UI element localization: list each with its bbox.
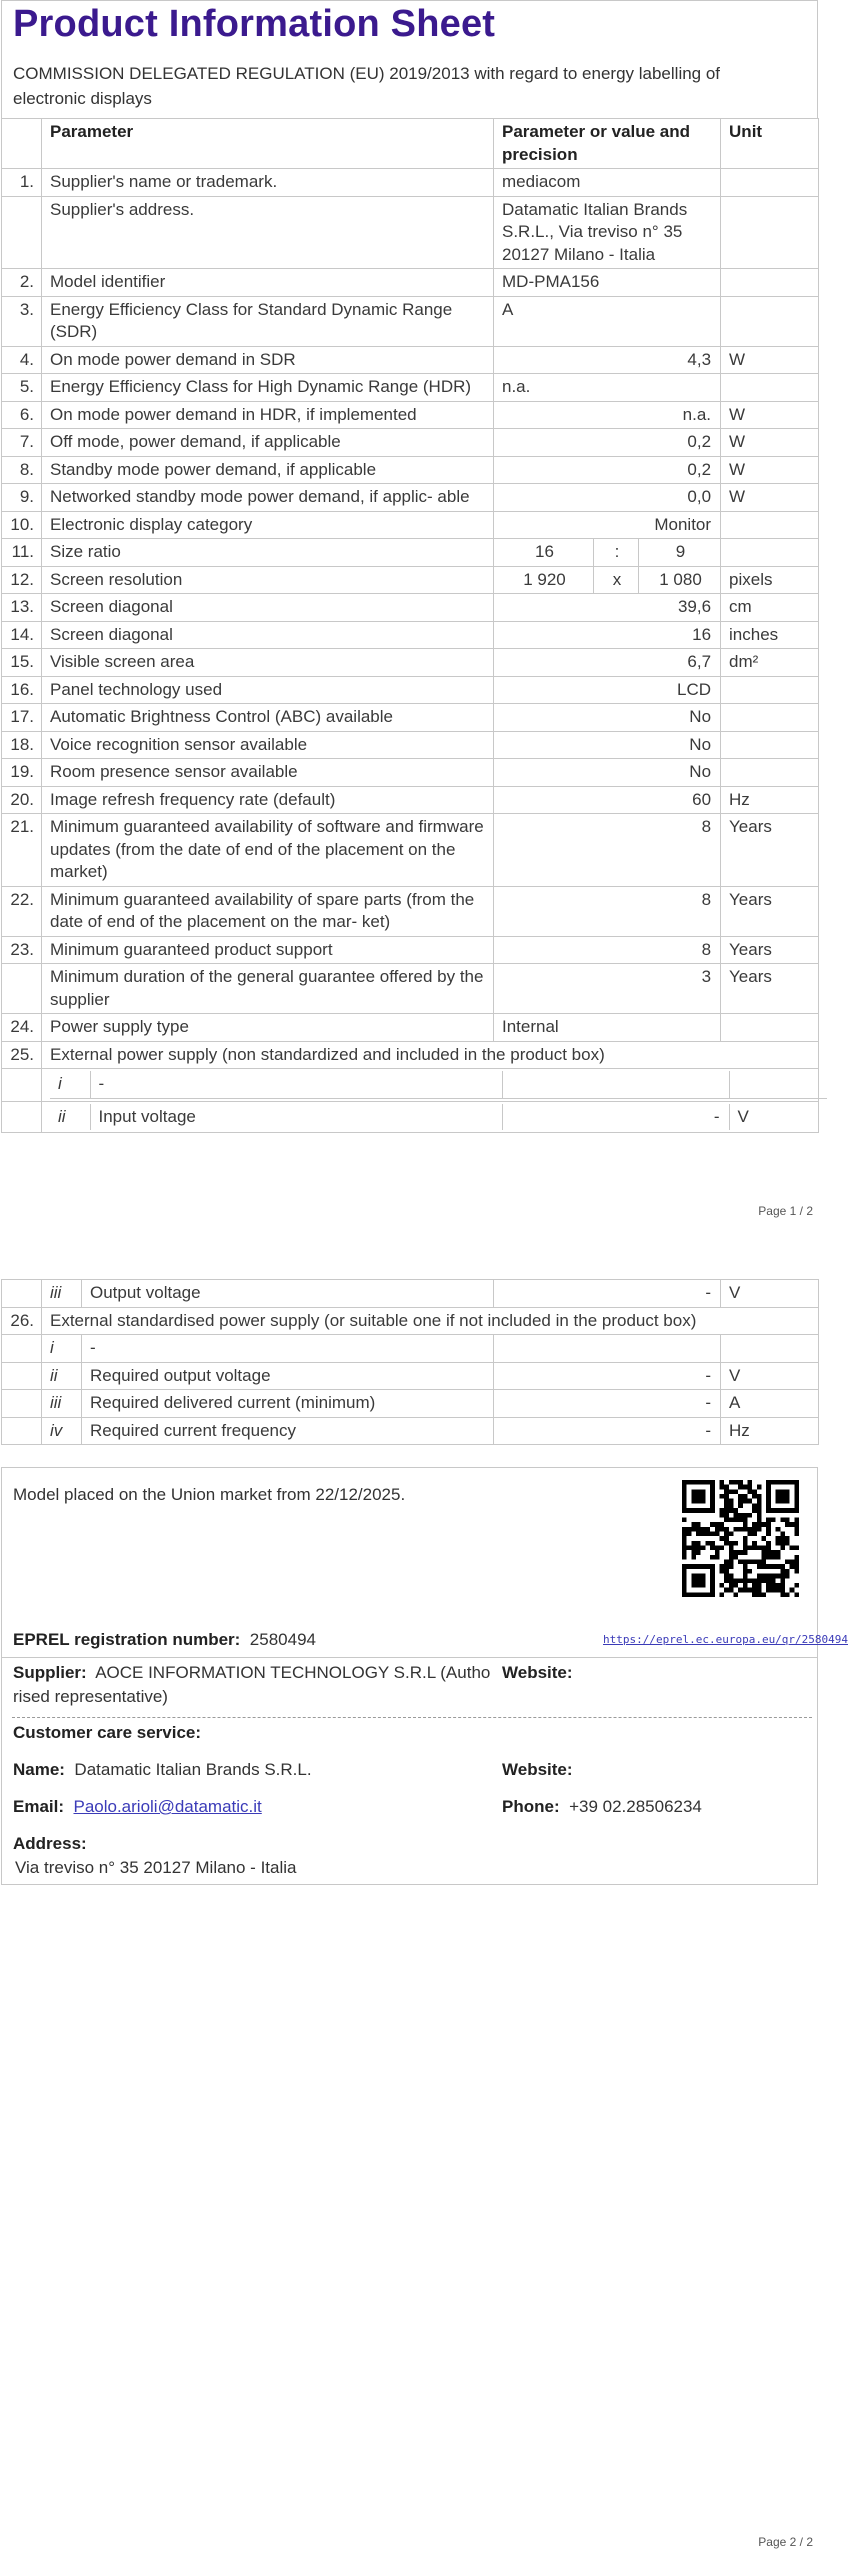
value-cell: 60 [494, 786, 721, 814]
sub-row-line [50, 1104, 827, 1131]
parameter-cell: External standardised power supply (or suitable one if not included in the product box) [42, 1307, 819, 1335]
table-row [2, 936, 819, 964]
value-cell: Monitor [494, 511, 721, 539]
name-row [13, 1758, 312, 1782]
dashed-divider [12, 1717, 812, 1718]
sub-row-index: iii [42, 1390, 82, 1418]
table-row [2, 169, 819, 197]
unit-cell [721, 704, 819, 732]
value-cell: 39,6 [494, 594, 721, 622]
table-row [2, 649, 819, 677]
supplier-label: Supplier: [13, 1663, 87, 1682]
value-cell: 8 [494, 936, 721, 964]
parameter-cell: Minimum duration of the general guarantee offered by the supplier [42, 964, 494, 1014]
table-row [2, 886, 819, 936]
sub-row-content [42, 1101, 819, 1133]
table-row [2, 964, 819, 1014]
value-part-2: 9 [639, 539, 721, 567]
supplier-website-label: Website: [502, 1663, 573, 1682]
sub-row-index: ii [42, 1362, 82, 1390]
supplier-block [13, 1661, 493, 1709]
parameter-cell: Standby mode power demand, if applicable [42, 456, 494, 484]
parameter-cell: Energy Efficiency Class for Standard Dynamic Range (SDR) [42, 296, 494, 346]
row-number: 6. [2, 401, 42, 429]
value-cell: No [494, 759, 721, 787]
parameter-cell: Image refresh frequency rate (default) [42, 786, 494, 814]
page-number: Page 1 / 2 [758, 1204, 813, 1218]
sub-row [2, 1390, 819, 1418]
row-number: 3. [2, 296, 42, 346]
header-parameter: Parameter [42, 119, 494, 169]
parameter-cell: Power supply type [42, 1014, 494, 1042]
value-cell: 0,2 [494, 429, 721, 457]
regulation-subtitle: COMMISSION DELEGATED REGULATION (EU) 2019/2013 with regard to energy labelling of electronic displays [13, 64, 721, 108]
parameter-cell: Model identifier [42, 269, 494, 297]
unit-cell: Hz [721, 786, 819, 814]
unit-cell: W [721, 429, 819, 457]
sub-row-parameter: Output voltage [82, 1280, 494, 1308]
row-number: 2. [2, 269, 42, 297]
sub-row-unit: A [721, 1390, 819, 1418]
unit-cell [721, 296, 819, 346]
table-row [2, 539, 819, 567]
row-number: 23. [2, 936, 42, 964]
value-separator: : [594, 539, 639, 567]
sub-row [2, 1417, 819, 1445]
row-number: 22. [2, 886, 42, 936]
row-number: 24. [2, 1014, 42, 1042]
page-title: Product Information Sheet [13, 3, 496, 45]
customer-care-heading: Customer care service: [13, 1723, 202, 1742]
unit-cell [721, 196, 819, 269]
value-cell: 8 [494, 886, 721, 936]
sub-row-unit: V [729, 1104, 827, 1131]
page-number: Page 2 / 2 [758, 2535, 813, 2549]
unit-cell: Years [721, 936, 819, 964]
parameter-cell: On mode power demand in HDR, if implemented [42, 401, 494, 429]
sub-row-value: - [494, 1280, 721, 1308]
sub-row-value: - [494, 1417, 721, 1445]
email-row [13, 1795, 262, 1819]
page-1 [0, 0, 819, 1228]
table-row [2, 759, 819, 787]
sub-row [2, 1069, 819, 1102]
sub-row-unit: Hz [721, 1417, 819, 1445]
parameter-cell: Minimum guaranteed availability of spare parts (from the date of end of the placement on the mar- ket) [42, 886, 494, 936]
table-row [2, 786, 819, 814]
sub-row-value: - [494, 1362, 721, 1390]
sub-row-parameter: Required output voltage [82, 1362, 494, 1390]
row-number: 11. [2, 539, 42, 567]
parameter-cell: Screen diagonal [42, 594, 494, 622]
row-number: 16. [2, 676, 42, 704]
unit-cell [721, 759, 819, 787]
unit-cell [721, 374, 819, 402]
row-number: 26. [2, 1307, 42, 1335]
sub-row-unit [729, 1071, 827, 1098]
table-header-row [2, 119, 819, 169]
name-label: Name: [13, 1760, 65, 1779]
phone-value: +39 02.28506234 [569, 1797, 702, 1816]
row-number: 10. [2, 511, 42, 539]
unit-cell [721, 539, 819, 567]
sub-row-parameter: Required current frequency [82, 1417, 494, 1445]
sub-row-table [50, 1071, 827, 1099]
sub-row-parameter: Input voltage [90, 1104, 502, 1131]
unit-cell: Years [721, 886, 819, 936]
sheet-header [1, 0, 818, 118]
sub-row [2, 1362, 819, 1390]
eprel-label: EPREL registration number: [13, 1630, 241, 1649]
sub-row-index: i [50, 1071, 90, 1098]
unit-cell: cm [721, 594, 819, 622]
value-cell: 4,3 [494, 346, 721, 374]
table-row [2, 456, 819, 484]
row-number: 25. [2, 1041, 42, 1069]
address-value: Via treviso n° 35 20127 Milano - Italia [15, 1858, 297, 1877]
parameter-cell: Automatic Brightness Control (ABC) available [42, 704, 494, 732]
sub-row-indent [2, 1390, 42, 1418]
parameter-cell: Panel technology used [42, 676, 494, 704]
value-cell: MD-PMA156 [494, 269, 721, 297]
supplier-value-line-2: rised representative) [13, 1687, 168, 1706]
table-row [2, 484, 819, 512]
unit-cell [721, 169, 819, 197]
row-number [2, 196, 42, 269]
sub-row-value: - [502, 1104, 729, 1131]
eprel-number: 2580494 [249, 1630, 316, 1649]
unit-cell [721, 269, 819, 297]
parameter-cell: Supplier's address. [42, 196, 494, 269]
table-row [2, 374, 819, 402]
row-number: 7. [2, 429, 42, 457]
parameter-table [1, 118, 819, 1133]
value-part-1: 16 [494, 539, 594, 567]
table-row [2, 621, 819, 649]
row-number: 19. [2, 759, 42, 787]
value-cell: Datamatic Italian Brands S.R.L., Via treviso n° 35 20127 Milano - Italia [494, 196, 721, 269]
market-placement-text: Model placed on the Union market from 22/12/2025. [13, 1485, 406, 1504]
sub-row-indent [2, 1280, 42, 1308]
section-divider [2, 1657, 817, 1658]
row-number: 1. [2, 169, 42, 197]
product-info-box [1, 1467, 848, 1885]
parameter-cell: Energy Efficiency Class for High Dynamic Range (HDR) [42, 374, 494, 402]
page-2 [0, 1229, 848, 2560]
parameter-cell: Size ratio [42, 539, 494, 567]
sub-row-value: - [494, 1390, 721, 1418]
table-row [2, 594, 819, 622]
qr-code[interactable] [682, 1480, 799, 1597]
sub-row-indent [2, 1417, 42, 1445]
parameter-cell: Screen diagonal [42, 621, 494, 649]
value-part-2: 1 080 [639, 566, 721, 594]
sub-row-index: iii [42, 1280, 82, 1308]
row-number: 8. [2, 456, 42, 484]
sub-row-parameter: Required delivered current (minimum) [82, 1390, 494, 1418]
unit-cell: Years [721, 814, 819, 887]
unit-cell: W [721, 401, 819, 429]
sub-row-unit [721, 1335, 819, 1363]
sub-row-indent [2, 1335, 42, 1363]
parameter-cell: Visible screen area [42, 649, 494, 677]
row-number: 20. [2, 786, 42, 814]
customer-website-label: Website: [502, 1760, 573, 1779]
unit-cell: Years [721, 964, 819, 1014]
value-cell: n.a. [494, 374, 721, 402]
value-cell: 0,0 [494, 484, 721, 512]
table-row [2, 511, 819, 539]
unit-cell [721, 676, 819, 704]
row-number: 13. [2, 594, 42, 622]
row-number: 21. [2, 814, 42, 887]
value-cell: 3 [494, 964, 721, 1014]
sub-row-line [50, 1071, 827, 1098]
unit-cell: W [721, 484, 819, 512]
parameter-cell: Minimum guaranteed product support [42, 936, 494, 964]
sub-row-indent [2, 1362, 42, 1390]
value-separator: x [594, 566, 639, 594]
parameter-cell: Networked standby mode power demand, if applic- able [42, 484, 494, 512]
sub-row [2, 1280, 819, 1308]
unit-cell: W [721, 346, 819, 374]
header-number-cell [2, 119, 42, 169]
parameter-table-continued-body [2, 1280, 819, 1445]
table-row [2, 676, 819, 704]
row-number: 5. [2, 374, 42, 402]
parameter-cell: Room presence sensor available [42, 759, 494, 787]
value-cell: n.a. [494, 401, 721, 429]
parameter-cell: Supplier's name or trademark. [42, 169, 494, 197]
table-row [2, 731, 819, 759]
sub-row-indent [2, 1069, 42, 1102]
sub-row-index: ii [50, 1104, 90, 1131]
value-cell: No [494, 731, 721, 759]
table-row [2, 401, 819, 429]
table-row [2, 814, 819, 887]
row-number [2, 964, 42, 1014]
eprel-link[interactable]: https://eprel.ec.europa.eu/qr/2580494 [603, 1633, 848, 1646]
table-row [2, 704, 819, 732]
row-number: 14. [2, 621, 42, 649]
parameter-cell: Electronic display category [42, 511, 494, 539]
sub-row-unit: V [721, 1362, 819, 1390]
parameter-cell: Off mode, power demand, if applicable [42, 429, 494, 457]
row-number: 17. [2, 704, 42, 732]
parameter-cell: Voice recognition sensor available [42, 731, 494, 759]
row-number: 9. [2, 484, 42, 512]
phone-label: Phone: [502, 1797, 560, 1816]
unit-cell [721, 1014, 819, 1042]
parameter-cell: Screen resolution [42, 566, 494, 594]
header-value: Parameter or value and precision [494, 119, 721, 169]
row-number: 18. [2, 731, 42, 759]
sub-row [2, 1101, 819, 1133]
value-cell: A [494, 296, 721, 346]
email-link[interactable]: Paolo.arioli@datamatic.it [73, 1797, 262, 1816]
sub-row-index: i [42, 1335, 82, 1363]
table-row [2, 269, 819, 297]
header-unit: Unit [721, 119, 819, 169]
value-cell: 6,7 [494, 649, 721, 677]
sub-row-value [502, 1071, 729, 1098]
table-row [2, 296, 819, 346]
unit-cell: pixels [721, 566, 819, 594]
value-part-1: 1 920 [494, 566, 594, 594]
table-row [2, 429, 819, 457]
sub-row-indent [2, 1101, 42, 1133]
value-cell: LCD [494, 676, 721, 704]
sub-row-parameter: - [90, 1071, 502, 1098]
table-row [2, 1307, 819, 1335]
table-row [2, 196, 819, 269]
unit-cell: W [721, 456, 819, 484]
sub-row-value [494, 1335, 721, 1363]
value-cell: 0,2 [494, 456, 721, 484]
unit-cell: inches [721, 621, 819, 649]
unit-cell [721, 731, 819, 759]
sub-row-unit: V [721, 1280, 819, 1308]
parameter-table-body [2, 119, 819, 1133]
sub-row-content [42, 1069, 819, 1102]
table-row [2, 1041, 819, 1069]
phone-row [502, 1795, 702, 1819]
address-label: Address: [13, 1834, 87, 1853]
value-cell: Internal [494, 1014, 721, 1042]
sub-row-index: iv [42, 1417, 82, 1445]
table-row [2, 1014, 819, 1042]
supplier-value-line-1: AOCE INFORMATION TECHNOLOGY S.R.L (Autho [95, 1663, 491, 1682]
value-cell: 16 [494, 621, 721, 649]
eprel-registration [13, 1628, 316, 1652]
row-number: 12. [2, 566, 42, 594]
row-number: 4. [2, 346, 42, 374]
sub-row-table [50, 1104, 827, 1131]
table-row [2, 346, 819, 374]
sub-row [2, 1335, 819, 1363]
sub-row-parameter: - [82, 1335, 494, 1363]
parameter-cell: External power supply (non standardized and included in the product box) [42, 1041, 819, 1069]
name-value: Datamatic Italian Brands S.R.L. [74, 1760, 312, 1779]
parameter-cell: On mode power demand in SDR [42, 346, 494, 374]
unit-cell [721, 511, 819, 539]
table-row [2, 566, 819, 594]
email-label: Email: [13, 1797, 65, 1816]
unit-cell: dm² [721, 649, 819, 677]
parameter-cell: Minimum guaranteed availability of software and firmware updates (from the date of end of the placement on the market) [42, 814, 494, 887]
value-cell: No [494, 704, 721, 732]
parameter-table-continued [1, 1279, 819, 1445]
value-cell: mediacom [494, 169, 721, 197]
value-cell: 8 [494, 814, 721, 887]
row-number: 15. [2, 649, 42, 677]
